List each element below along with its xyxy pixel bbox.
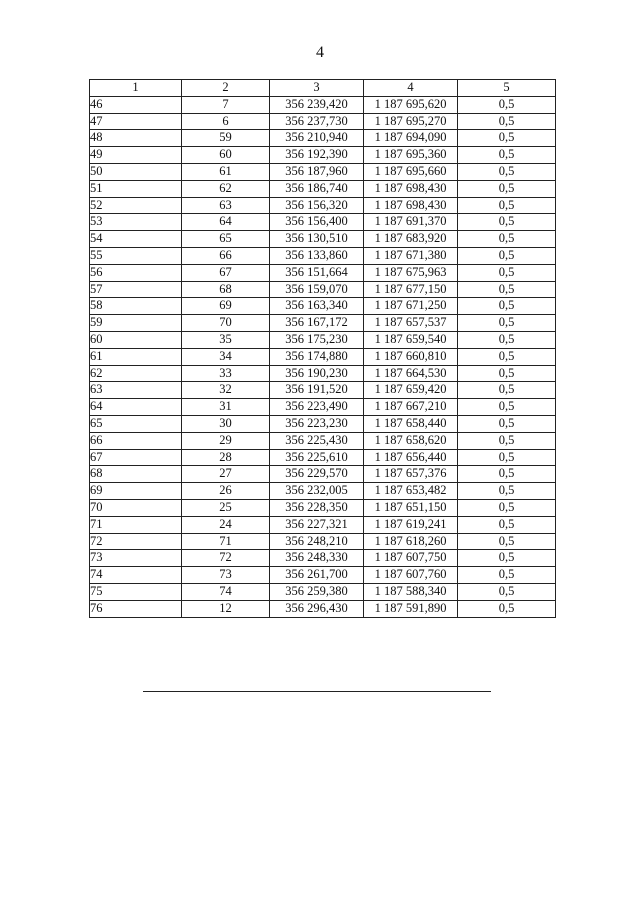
table-row — [90, 550, 556, 567]
y-coordinate-cell: 1 187 588,340 — [364, 583, 458, 600]
source-point-cell: 66 — [182, 247, 270, 264]
x-coordinate-cell: 356 227,321 — [270, 516, 364, 533]
accuracy-cell: 0,5 — [458, 382, 556, 399]
y-coordinate-cell: 1 187 618,260 — [364, 533, 458, 550]
x-coordinate-cell: 356 163,340 — [270, 298, 364, 315]
y-coordinate-cell: 1 187 659,540 — [364, 331, 458, 348]
source-point-cell: 62 — [182, 180, 270, 197]
accuracy-cell: 0,5 — [458, 499, 556, 516]
accuracy-cell: 0,5 — [458, 432, 556, 449]
table-row — [90, 147, 556, 164]
x-coordinate-cell: 356 167,172 — [270, 315, 364, 332]
table-row — [90, 432, 556, 449]
accuracy-cell: 0,5 — [458, 180, 556, 197]
source-point-cell: 7 — [182, 96, 270, 113]
x-coordinate-cell: 356 156,400 — [270, 214, 364, 231]
source-point-cell: 74 — [182, 583, 270, 600]
table-body — [90, 96, 556, 617]
source-point-cell: 71 — [182, 533, 270, 550]
x-coordinate-cell: 356 223,490 — [270, 399, 364, 416]
accuracy-cell: 0,5 — [458, 483, 556, 500]
accuracy-cell: 0,5 — [458, 365, 556, 382]
source-point-cell: 6 — [182, 113, 270, 130]
point-number-cell: 59 — [90, 315, 182, 332]
accuracy-cell: 0,5 — [458, 298, 556, 315]
source-point-cell: 34 — [182, 348, 270, 365]
accuracy-cell: 0,5 — [458, 113, 556, 130]
source-point-cell: 26 — [182, 483, 270, 500]
header-cell-3: 3 — [270, 80, 364, 97]
source-point-cell: 67 — [182, 264, 270, 281]
x-coordinate-cell: 356 229,570 — [270, 466, 364, 483]
accuracy-cell: 0,5 — [458, 96, 556, 113]
source-point-cell: 64 — [182, 214, 270, 231]
accuracy-cell: 0,5 — [458, 231, 556, 248]
accuracy-cell: 0,5 — [458, 331, 556, 348]
table-row — [90, 583, 556, 600]
source-point-cell: 72 — [182, 550, 270, 567]
point-number-cell: 48 — [90, 130, 182, 147]
table-row — [90, 231, 556, 248]
accuracy-cell: 0,5 — [458, 214, 556, 231]
table-row — [90, 449, 556, 466]
coordinates-table — [89, 79, 556, 618]
table-row — [90, 466, 556, 483]
y-coordinate-cell: 1 187 694,090 — [364, 130, 458, 147]
accuracy-cell: 0,5 — [458, 281, 556, 298]
x-coordinate-cell: 356 239,420 — [270, 96, 364, 113]
table-row — [90, 214, 556, 231]
point-number-cell: 47 — [90, 113, 182, 130]
point-number-cell: 57 — [90, 281, 182, 298]
y-coordinate-cell: 1 187 591,890 — [364, 600, 458, 617]
source-point-cell: 30 — [182, 415, 270, 432]
point-number-cell: 64 — [90, 399, 182, 416]
table-row — [90, 281, 556, 298]
source-point-cell: 27 — [182, 466, 270, 483]
table-row — [90, 348, 556, 365]
source-point-cell: 32 — [182, 382, 270, 399]
y-coordinate-cell: 1 187 658,620 — [364, 432, 458, 449]
end-of-document-line — [143, 691, 491, 692]
accuracy-cell: 0,5 — [458, 315, 556, 332]
y-coordinate-cell: 1 187 698,430 — [364, 180, 458, 197]
accuracy-cell: 0,5 — [458, 264, 556, 281]
table-row — [90, 298, 556, 315]
x-coordinate-cell: 356 156,320 — [270, 197, 364, 214]
y-coordinate-cell: 1 187 675,963 — [364, 264, 458, 281]
x-coordinate-cell: 356 223,230 — [270, 415, 364, 432]
point-number-cell: 58 — [90, 298, 182, 315]
y-coordinate-cell: 1 187 660,810 — [364, 348, 458, 365]
y-coordinate-cell: 1 187 664,530 — [364, 365, 458, 382]
table-row — [90, 247, 556, 264]
point-number-cell: 70 — [90, 499, 182, 516]
point-number-cell: 74 — [90, 567, 182, 584]
table-row — [90, 483, 556, 500]
table-header — [90, 80, 556, 97]
point-number-cell: 68 — [90, 466, 182, 483]
point-number-cell: 53 — [90, 214, 182, 231]
source-point-cell: 24 — [182, 516, 270, 533]
point-number-cell: 69 — [90, 483, 182, 500]
point-number-cell: 66 — [90, 432, 182, 449]
y-coordinate-cell: 1 187 651,150 — [364, 499, 458, 516]
x-coordinate-cell: 356 225,610 — [270, 449, 364, 466]
accuracy-cell: 0,5 — [458, 197, 556, 214]
y-coordinate-cell: 1 187 695,660 — [364, 163, 458, 180]
y-coordinate-cell: 1 187 607,750 — [364, 550, 458, 567]
x-coordinate-cell: 356 210,940 — [270, 130, 364, 147]
point-number-cell: 62 — [90, 365, 182, 382]
y-coordinate-cell: 1 187 607,760 — [364, 567, 458, 584]
source-point-cell: 65 — [182, 231, 270, 248]
source-point-cell: 61 — [182, 163, 270, 180]
table-row — [90, 130, 556, 147]
y-coordinate-cell: 1 187 658,440 — [364, 415, 458, 432]
table-row — [90, 197, 556, 214]
table-row — [90, 382, 556, 399]
x-coordinate-cell: 356 159,070 — [270, 281, 364, 298]
point-number-cell: 56 — [90, 264, 182, 281]
y-coordinate-cell: 1 187 695,270 — [364, 113, 458, 130]
x-coordinate-cell: 356 151,664 — [270, 264, 364, 281]
source-point-cell: 73 — [182, 567, 270, 584]
x-coordinate-cell: 356 190,230 — [270, 365, 364, 382]
y-coordinate-cell: 1 187 657,537 — [364, 315, 458, 332]
table-row — [90, 163, 556, 180]
point-number-cell: 65 — [90, 415, 182, 432]
point-number-cell: 61 — [90, 348, 182, 365]
table-row — [90, 415, 556, 432]
source-point-cell: 33 — [182, 365, 270, 382]
x-coordinate-cell: 356 130,510 — [270, 231, 364, 248]
point-number-cell: 73 — [90, 550, 182, 567]
header-cell-5: 5 — [458, 80, 556, 97]
y-coordinate-cell: 1 187 671,380 — [364, 247, 458, 264]
header-cell-1: 1 — [90, 80, 182, 97]
point-number-cell: 63 — [90, 382, 182, 399]
accuracy-cell: 0,5 — [458, 516, 556, 533]
source-point-cell: 69 — [182, 298, 270, 315]
table-row — [90, 113, 556, 130]
source-point-cell: 31 — [182, 399, 270, 416]
x-coordinate-cell: 356 133,860 — [270, 247, 364, 264]
point-number-cell: 46 — [90, 96, 182, 113]
table-row — [90, 315, 556, 332]
page-number: 4 — [316, 44, 324, 61]
x-coordinate-cell: 356 259,380 — [270, 583, 364, 600]
accuracy-cell: 0,5 — [458, 583, 556, 600]
x-coordinate-cell: 356 232,005 — [270, 483, 364, 500]
source-point-cell: 29 — [182, 432, 270, 449]
point-number-cell: 67 — [90, 449, 182, 466]
accuracy-cell: 0,5 — [458, 399, 556, 416]
y-coordinate-cell: 1 187 698,430 — [364, 197, 458, 214]
x-coordinate-cell: 356 191,520 — [270, 382, 364, 399]
y-coordinate-cell: 1 187 657,376 — [364, 466, 458, 483]
x-coordinate-cell: 356 248,330 — [270, 550, 364, 567]
source-point-cell: 28 — [182, 449, 270, 466]
point-number-cell: 75 — [90, 583, 182, 600]
y-coordinate-cell: 1 187 619,241 — [364, 516, 458, 533]
x-coordinate-cell: 356 225,430 — [270, 432, 364, 449]
table-row — [90, 331, 556, 348]
x-coordinate-cell: 356 174,880 — [270, 348, 364, 365]
y-coordinate-cell: 1 187 667,210 — [364, 399, 458, 416]
point-number-cell: 51 — [90, 180, 182, 197]
point-number-cell: 71 — [90, 516, 182, 533]
accuracy-cell: 0,5 — [458, 600, 556, 617]
y-coordinate-cell: 1 187 656,440 — [364, 449, 458, 466]
table-row — [90, 516, 556, 533]
x-coordinate-cell: 356 186,740 — [270, 180, 364, 197]
x-coordinate-cell: 356 175,230 — [270, 331, 364, 348]
header-cell-4: 4 — [364, 80, 458, 97]
point-number-cell: 76 — [90, 600, 182, 617]
source-point-cell: 70 — [182, 315, 270, 332]
accuracy-cell: 0,5 — [458, 533, 556, 550]
table-row — [90, 499, 556, 516]
accuracy-cell: 0,5 — [458, 147, 556, 164]
accuracy-cell: 0,5 — [458, 415, 556, 432]
table-row — [90, 264, 556, 281]
y-coordinate-cell: 1 187 677,150 — [364, 281, 458, 298]
x-coordinate-cell: 356 296,430 — [270, 600, 364, 617]
accuracy-cell: 0,5 — [458, 550, 556, 567]
table-row — [90, 365, 556, 382]
point-number-cell: 49 — [90, 147, 182, 164]
source-point-cell: 25 — [182, 499, 270, 516]
y-coordinate-cell: 1 187 691,370 — [364, 214, 458, 231]
source-point-cell: 59 — [182, 130, 270, 147]
header-row — [90, 80, 556, 97]
source-point-cell: 60 — [182, 147, 270, 164]
accuracy-cell: 0,5 — [458, 247, 556, 264]
table-row — [90, 567, 556, 584]
x-coordinate-cell: 356 248,210 — [270, 533, 364, 550]
x-coordinate-cell: 356 187,960 — [270, 163, 364, 180]
source-point-cell: 63 — [182, 197, 270, 214]
y-coordinate-cell: 1 187 683,920 — [364, 231, 458, 248]
x-coordinate-cell: 356 237,730 — [270, 113, 364, 130]
y-coordinate-cell: 1 187 695,360 — [364, 147, 458, 164]
accuracy-cell: 0,5 — [458, 449, 556, 466]
accuracy-cell: 0,5 — [458, 567, 556, 584]
y-coordinate-cell: 1 187 695,620 — [364, 96, 458, 113]
point-number-cell: 52 — [90, 197, 182, 214]
point-number-cell: 72 — [90, 533, 182, 550]
point-number-cell: 54 — [90, 231, 182, 248]
table-row — [90, 600, 556, 617]
y-coordinate-cell: 1 187 659,420 — [364, 382, 458, 399]
accuracy-cell: 0,5 — [458, 348, 556, 365]
accuracy-cell: 0,5 — [458, 466, 556, 483]
x-coordinate-cell: 356 228,350 — [270, 499, 364, 516]
header-cell-2: 2 — [182, 80, 270, 97]
point-number-cell: 50 — [90, 163, 182, 180]
point-number-cell: 60 — [90, 331, 182, 348]
source-point-cell: 35 — [182, 331, 270, 348]
accuracy-cell: 0,5 — [458, 130, 556, 147]
table-row — [90, 96, 556, 113]
source-point-cell: 12 — [182, 600, 270, 617]
y-coordinate-cell: 1 187 671,250 — [364, 298, 458, 315]
y-coordinate-cell: 1 187 653,482 — [364, 483, 458, 500]
accuracy-cell: 0,5 — [458, 163, 556, 180]
table-row — [90, 399, 556, 416]
source-point-cell: 68 — [182, 281, 270, 298]
table-row — [90, 533, 556, 550]
x-coordinate-cell: 356 192,390 — [270, 147, 364, 164]
x-coordinate-cell: 356 261,700 — [270, 567, 364, 584]
point-number-cell: 55 — [90, 247, 182, 264]
table-row — [90, 180, 556, 197]
